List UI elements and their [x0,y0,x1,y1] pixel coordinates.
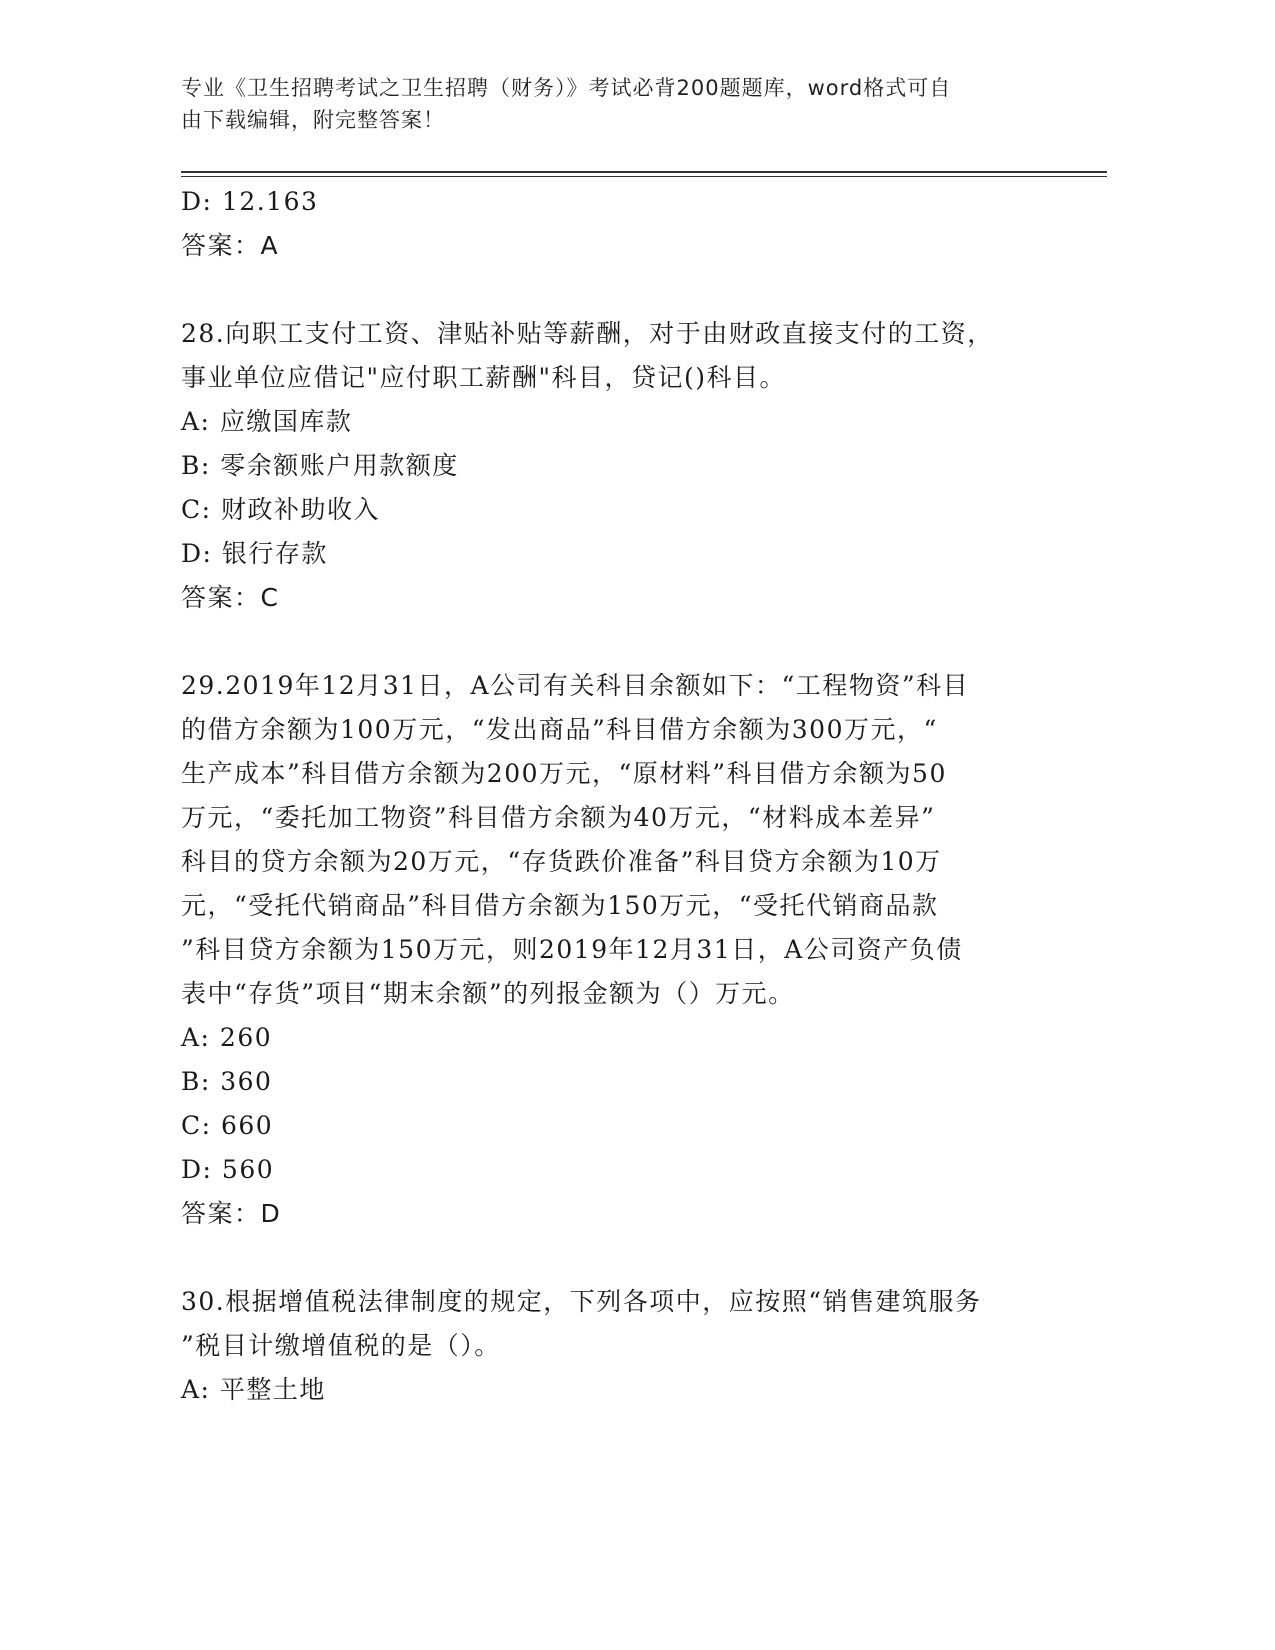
header-divider-thin [181,176,1107,177]
question-30-text-line-2: ”税目计缴增值税的是（）。 [181,1331,501,1360]
question-29-text-line: ”科目贷方余额为150万元，则2019年12月31日，A公司资产负债 [181,935,963,964]
question-29-option-c: C: 660 [181,1111,274,1140]
question-28 [181,312,1041,620]
question-29 [181,664,1041,1236]
question-30-text-line-1: 30.根据增值税法律制度的规定，下列各项中，应按照“销售建筑服务 [181,1287,982,1316]
document-header [181,72,1041,136]
question-29-text-line: 的借方余额为100万元，“发出商品”科目借方余额为300万元，“ [181,715,938,744]
question-29-option-a: A: 260 [181,1023,273,1052]
question-29-text-line: 科目的贷方余额为20万元，“存货跌价准备”科目贷方余额为10万 [181,847,942,876]
header-title-line-1: 专业《卫生招聘考试之卫生招聘（财务）》考试必背200题题库，word格式可自 [181,76,952,100]
prev-option-d: D: 12.163 [181,187,319,216]
question-30 [181,1280,1041,1412]
question-29-option-b: B: 360 [181,1067,273,1096]
question-28-option-a: A: 应缴国库款 [181,407,353,436]
question-28-option-b: B: 零余额账户用款额度 [181,451,459,480]
header-divider-thick [181,171,1107,173]
question-28-answer: 答案：C [181,583,280,612]
question-29-text-line: 万元，“委托加工物资”科目借方余额为40万元，“材料成本差异” [181,803,936,832]
question-28-text-line-2: 事业单位应借记"应付职工薪酬"科目，贷记()科目。 [181,363,787,392]
spacer [181,620,1041,664]
question-29-text-line: 元，“受托代销商品”科目借方余额为150万元，“受托代销商品款 [181,891,939,920]
spacer [181,1236,1041,1280]
question-29-answer: 答案：D [181,1199,282,1228]
question-30-option-a: A: 平整土地 [181,1375,326,1404]
question-28-option-d: D: 银行存款 [181,539,328,568]
spacer [181,268,1041,312]
question-29-text-line: 表中“存货”项目“期末余额”的列报金额为（）万元。 [181,979,795,1008]
question-29-text-line: 生产成本”科目借方余额为200万元，“原材料”科目借方余额为50 [181,759,947,788]
document-body [181,180,1041,1412]
prev-answer: 答案：A [181,231,280,260]
header-title-line-2: 由下载编辑，附完整答案！ [181,108,445,132]
question-29-text-line: 29.2019年12月31日，A公司有关科目余额如下：“工程物资”科目 [181,671,970,700]
question-28-option-c: C: 财政补助收入 [181,495,380,524]
question-28-text-line-1: 28.向职工支付工资、津贴补贴等薪酬，对于由财政直接支付的工资， [181,319,994,348]
question-29-option-d: D: 560 [181,1155,275,1184]
